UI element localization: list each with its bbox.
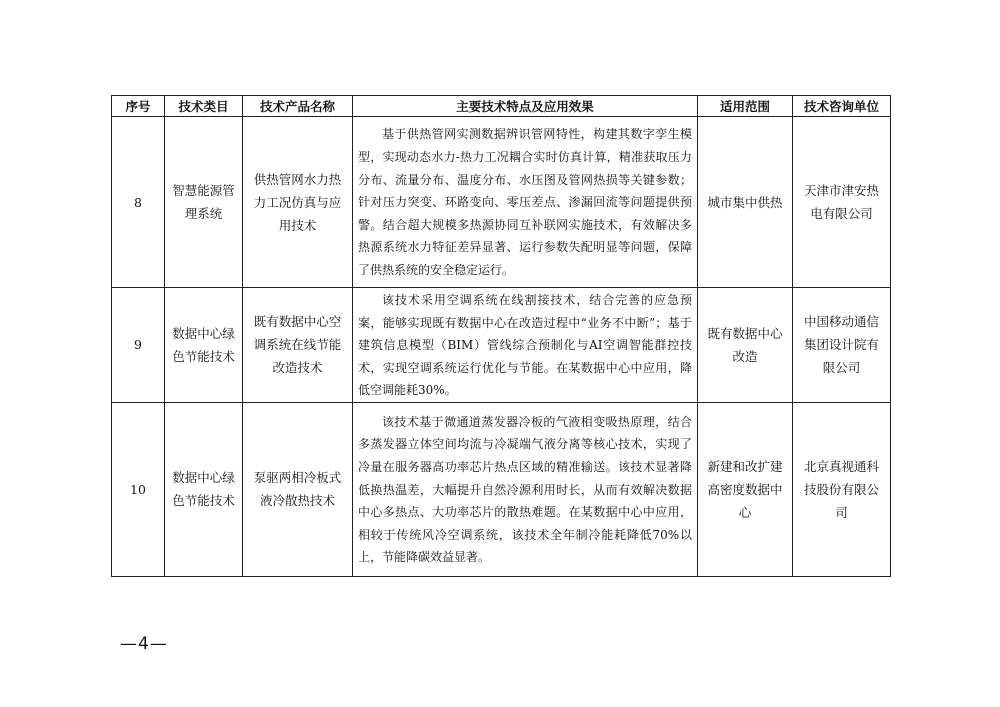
header-scope: 适用范围 — [698, 96, 793, 117]
header-features: 主要技术特点及应用效果 — [353, 96, 698, 117]
header-serial-number: 序号 — [112, 96, 165, 117]
page-number: —4— — [120, 634, 168, 654]
header-product-name: 技术产品名称 — [243, 96, 353, 117]
row-product: 泵驱两相冷板式液冷散热技术 — [243, 402, 353, 576]
row-category: 数据中心绿色节能技术 — [165, 402, 243, 576]
row-features — [353, 117, 698, 288]
row-category: 智慧能源管理系统 — [165, 117, 243, 288]
row-unit: 天津市津安热电有限公司 — [793, 117, 891, 288]
row-features — [353, 288, 698, 403]
row-number: 10 — [112, 402, 165, 576]
table-header-row — [112, 96, 891, 117]
row-scope: 新建和改扩建高密度数据中心 — [698, 402, 793, 576]
header-category: 技术类目 — [165, 96, 243, 117]
row-unit: 中国移动通信集团设计院有限公司 — [793, 288, 891, 403]
row-scope: 既有数据中心改造 — [698, 288, 793, 403]
row-product: 供热管网水力热力工况仿真与应用技术 — [243, 117, 353, 288]
row-features-text: 该技术基于微通道蒸发器冷板的气液相变吸热原理，结合多蒸发器立体空间均流与冷凝端气液分离等核心技术，实现了冷量在服务器高功率芯片热点区域的精准输送。该技术显著降低换热温差，大幅提升自然冷源利用时长，从而有效解决数据中心多热点、大功率芯片的散热难题。在某数据中心中应用，相较于传统风冷空调系统，该技术全年制冷能耗降低70%以上，节能降碳效益显著。 — [358, 414, 692, 565]
header-consulting-unit: 技术咨询单位 — [793, 96, 891, 117]
row-category: 数据中心绿色节能技术 — [165, 288, 243, 403]
row-scope: 城市集中供热 — [698, 117, 793, 288]
row-product: 既有数据中心空调系统在线节能改造技术 — [243, 288, 353, 403]
row-unit: 北京真视通科技股份有限公司 — [793, 402, 891, 576]
row-features — [353, 402, 698, 576]
table-row — [112, 117, 891, 288]
technology-table — [111, 95, 891, 577]
row-number: 8 — [112, 117, 165, 288]
row-number: 9 — [112, 288, 165, 403]
table-row — [112, 402, 891, 576]
row-features-text: 该技术采用空调系统在线割接技术，结合完善的应急预案，能够实现既有数据中心在改造过程中“业务不中断”；基于建筑信息模型（BIM）管线综合预制化与AI空调智能群控技术，实现空调系统运行优化与节能。在某数据中心中应用，降低空调能耗30%。 — [358, 293, 692, 398]
row-features-text: 基于供热管网实测数据辨识管网特性，构建其数字孪生模型，实现动态水力-热力工况耦合实时仿真计算，精准获取压力分布、流量分布、温度分布、水压图及管网热损等关键参数；针对压力突变、环路变向、零压差点、渗漏回流等问题提供预警。结合超大规模多热源协同互补联网实施技术，有效解决多热源系统水力特征差异显著、运行参数失配明显等问题，保障了供热系统的安全稳定运行。 — [358, 127, 692, 277]
table-row — [112, 288, 891, 403]
